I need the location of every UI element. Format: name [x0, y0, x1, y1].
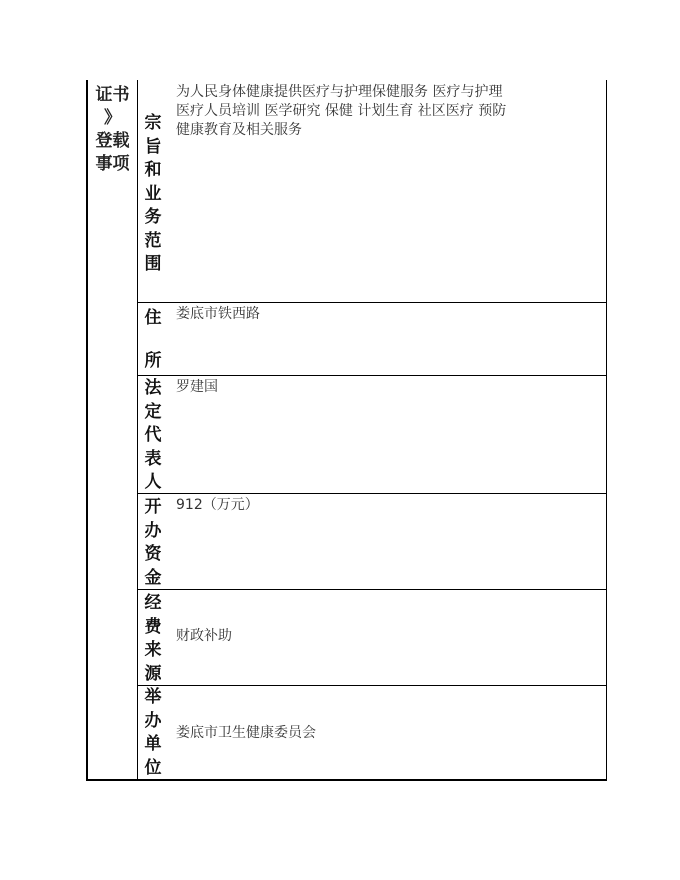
section-header-line: 登载	[95, 131, 130, 151]
field-label-purpose-scope: 宗 旨 和 业 务 范 围	[144, 113, 162, 274]
field-value-sponsor: 娄底市卫生健康委员会	[176, 725, 316, 741]
field-label-registered-capital: 开 办 资 金	[144, 497, 162, 588]
field-value-registered-capital: 912（万元）	[176, 497, 259, 513]
table-border-left	[86, 80, 88, 780]
value-line: 医疗人员培训 医学研究 保健 计划生育 社区医疗 预防	[176, 103, 507, 119]
row-divider	[137, 493, 607, 494]
row-divider	[137, 375, 607, 376]
field-value-address: 娄底市铁西路	[176, 306, 260, 322]
section-header-line: 证书	[95, 85, 130, 105]
field-label-funding-source: 经 费 来 源	[144, 593, 162, 684]
row-divider	[137, 302, 607, 303]
value-line: 健康教育及相关服务	[176, 122, 302, 138]
table-border-right	[606, 80, 607, 780]
section-header-line: 》	[104, 108, 121, 128]
field-value-legal-representative: 罗建国	[176, 379, 218, 395]
field-label-legal-representative: 法 定 代 表 人	[144, 378, 162, 492]
row-divider	[137, 589, 607, 590]
field-value-purpose-scope	[176, 83, 601, 140]
field-label-address-bottom: 所	[144, 351, 162, 371]
field-value-funding-source: 财政补助	[176, 628, 232, 644]
value-line: 为人民身体健康提供医疗与护理保健服务 医疗与护理	[176, 84, 503, 100]
section-header	[88, 84, 137, 176]
section-header-line: 事项	[95, 154, 130, 174]
row-divider	[137, 685, 607, 686]
field-label-address-top: 住	[144, 308, 162, 328]
field-label-sponsor: 举 办 单 位	[144, 687, 162, 778]
